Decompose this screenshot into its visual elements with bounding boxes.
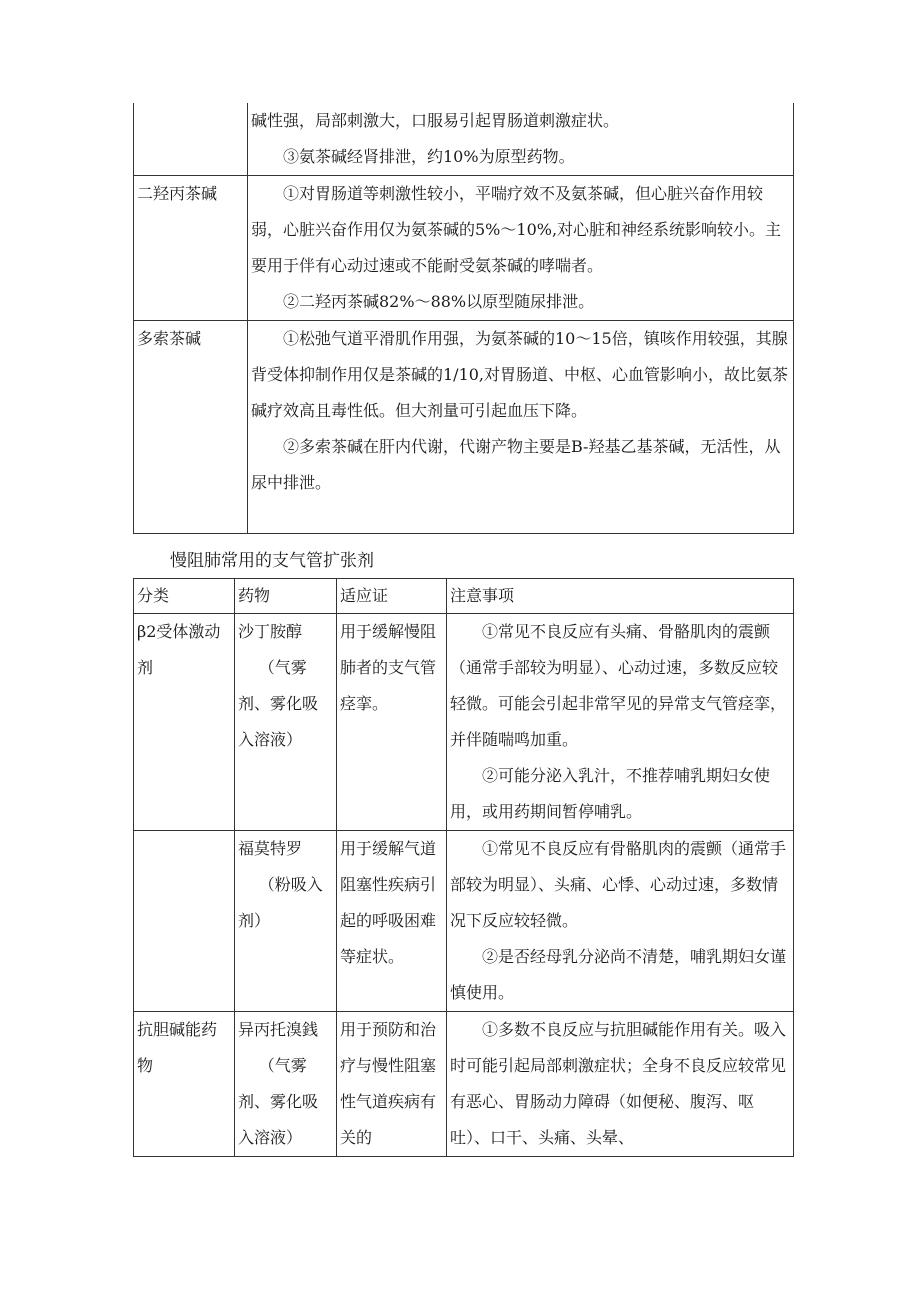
- indication-cell: 用于预防和治疗与慢性阻塞性气道疾病有关的: [337, 1012, 447, 1157]
- table-row: [134, 321, 794, 534]
- table-row: [134, 1012, 794, 1157]
- drug-notes-cell: [248, 176, 794, 321]
- bronchodilator-table: [133, 578, 794, 1157]
- table-row: [134, 176, 794, 321]
- table-header-row: [134, 579, 794, 614]
- note-paragraph: ②可能分泌入乳汁，不推荐哺乳期妇女使用，或用药期间暂停哺乳。: [450, 766, 771, 821]
- header-notes: 注意事项: [447, 579, 794, 614]
- note-paragraph: ②是否经母乳分泌尚不清楚，哺乳期妇女谨慎使用。: [450, 947, 787, 1002]
- category-cell: 抗胆碱能药物: [134, 1012, 235, 1157]
- indication-cell: 用于缓解慢阻肺者的支气管痉挛。: [337, 614, 447, 831]
- drug-notes-cell: [248, 103, 794, 176]
- drug-form: （气雾剂、雾化吸入溶液）: [238, 658, 319, 749]
- note-paragraph: ①多数不良反应与抗胆碱能作用有关。吸入时可能引起局部刺激症状；全身不良反应较常见有恶心、胃肠动力障碍（如便秘、腹泻、呕吐）、口干、头痛、头晕、: [450, 1020, 787, 1147]
- drug-notes-cell: [248, 321, 794, 534]
- note-paragraph: ①常见不良反应有头痛、骨骼肌肉的震颤（通常手部较为明显）、心动过速，多数反应较轻微。可能会引起非常罕见的异常支气管痉挛，并伴随喘鸣加重。: [450, 622, 787, 749]
- drug-name: 异丙托溴銭: [238, 1020, 319, 1039]
- theophylline-table: [133, 103, 794, 534]
- drug-name-cell: 二羟丙茶碱: [134, 176, 248, 321]
- header-indication: 适应证: [337, 579, 447, 614]
- table-row: [134, 103, 794, 176]
- table-caption: 慢阻肺常用的支气管扩张剂: [170, 551, 374, 571]
- note-paragraph: ①常见不良反应有骨骼肌肉的震颤（通常手部较为明显）、头痛、心悸、心动过速，多数情况下反应较轻微。: [450, 839, 787, 930]
- header-drug: 药物: [235, 579, 337, 614]
- note-paragraph: ②二羟丙茶碱82%～88%以原型随尿排泄。: [283, 292, 595, 311]
- drug-cell: [235, 614, 337, 831]
- drug-name: 沙丁胺醇: [238, 622, 303, 641]
- table-row: [134, 614, 794, 831]
- drug-cell: [235, 1012, 337, 1157]
- note-paragraph: 碱性强，局部刺激大，口服易引起胃肠道刺激症状。: [251, 111, 620, 130]
- notes-cell: [447, 1012, 794, 1157]
- indication-cell: 用于缓解气道阻塞性疾病引起的呼吸困难等症状。: [337, 831, 447, 1012]
- note-paragraph: ①松弛气道平滑肌作用强，为氨茶碱的10～15倍，镇咳作用较强，其腺背受体抑制作用仅是茶碱的1/10,对胃肠道、中枢、心血管影响小，故比氨茶碱疗效高且毒性低。但大剂量可引起血压下降。: [251, 329, 789, 420]
- drug-name-cell: [134, 103, 248, 176]
- note-paragraph: ①对胃肠道等刺激性较小，平喘疗效不及氨茶碱，但心脏兴奋作用较弱，心脏兴奋作用仅为氨茶碱的5%～10%,对心脏和神经系统影响较小。主要用于伴有心动过速或不能耐受氨茶碱的哮喘者。: [251, 184, 782, 275]
- category-cell: [134, 831, 235, 1012]
- header-category: 分类: [134, 579, 235, 614]
- drug-name-cell: 多索茶碱: [134, 321, 248, 534]
- table-row: [134, 831, 794, 1012]
- drug-cell: [235, 831, 337, 1012]
- category-cell: β2受体激动剂: [134, 614, 235, 831]
- drug-form: （气雾剂、雾化吸入溶液）: [238, 1056, 319, 1147]
- notes-cell: [447, 831, 794, 1012]
- drug-form: （粉吸入剂）: [238, 875, 323, 930]
- note-paragraph: ③氨茶碱经肾排泄，约10%为原型药物。: [283, 147, 575, 166]
- notes-cell: [447, 614, 794, 831]
- drug-name: 福莫特罗: [238, 839, 303, 858]
- note-paragraph: ②多索茶碱在肝内代谢，代谢产物主要是B-羟基乙基茶碱，无活性，从尿中排泄。: [251, 437, 781, 492]
